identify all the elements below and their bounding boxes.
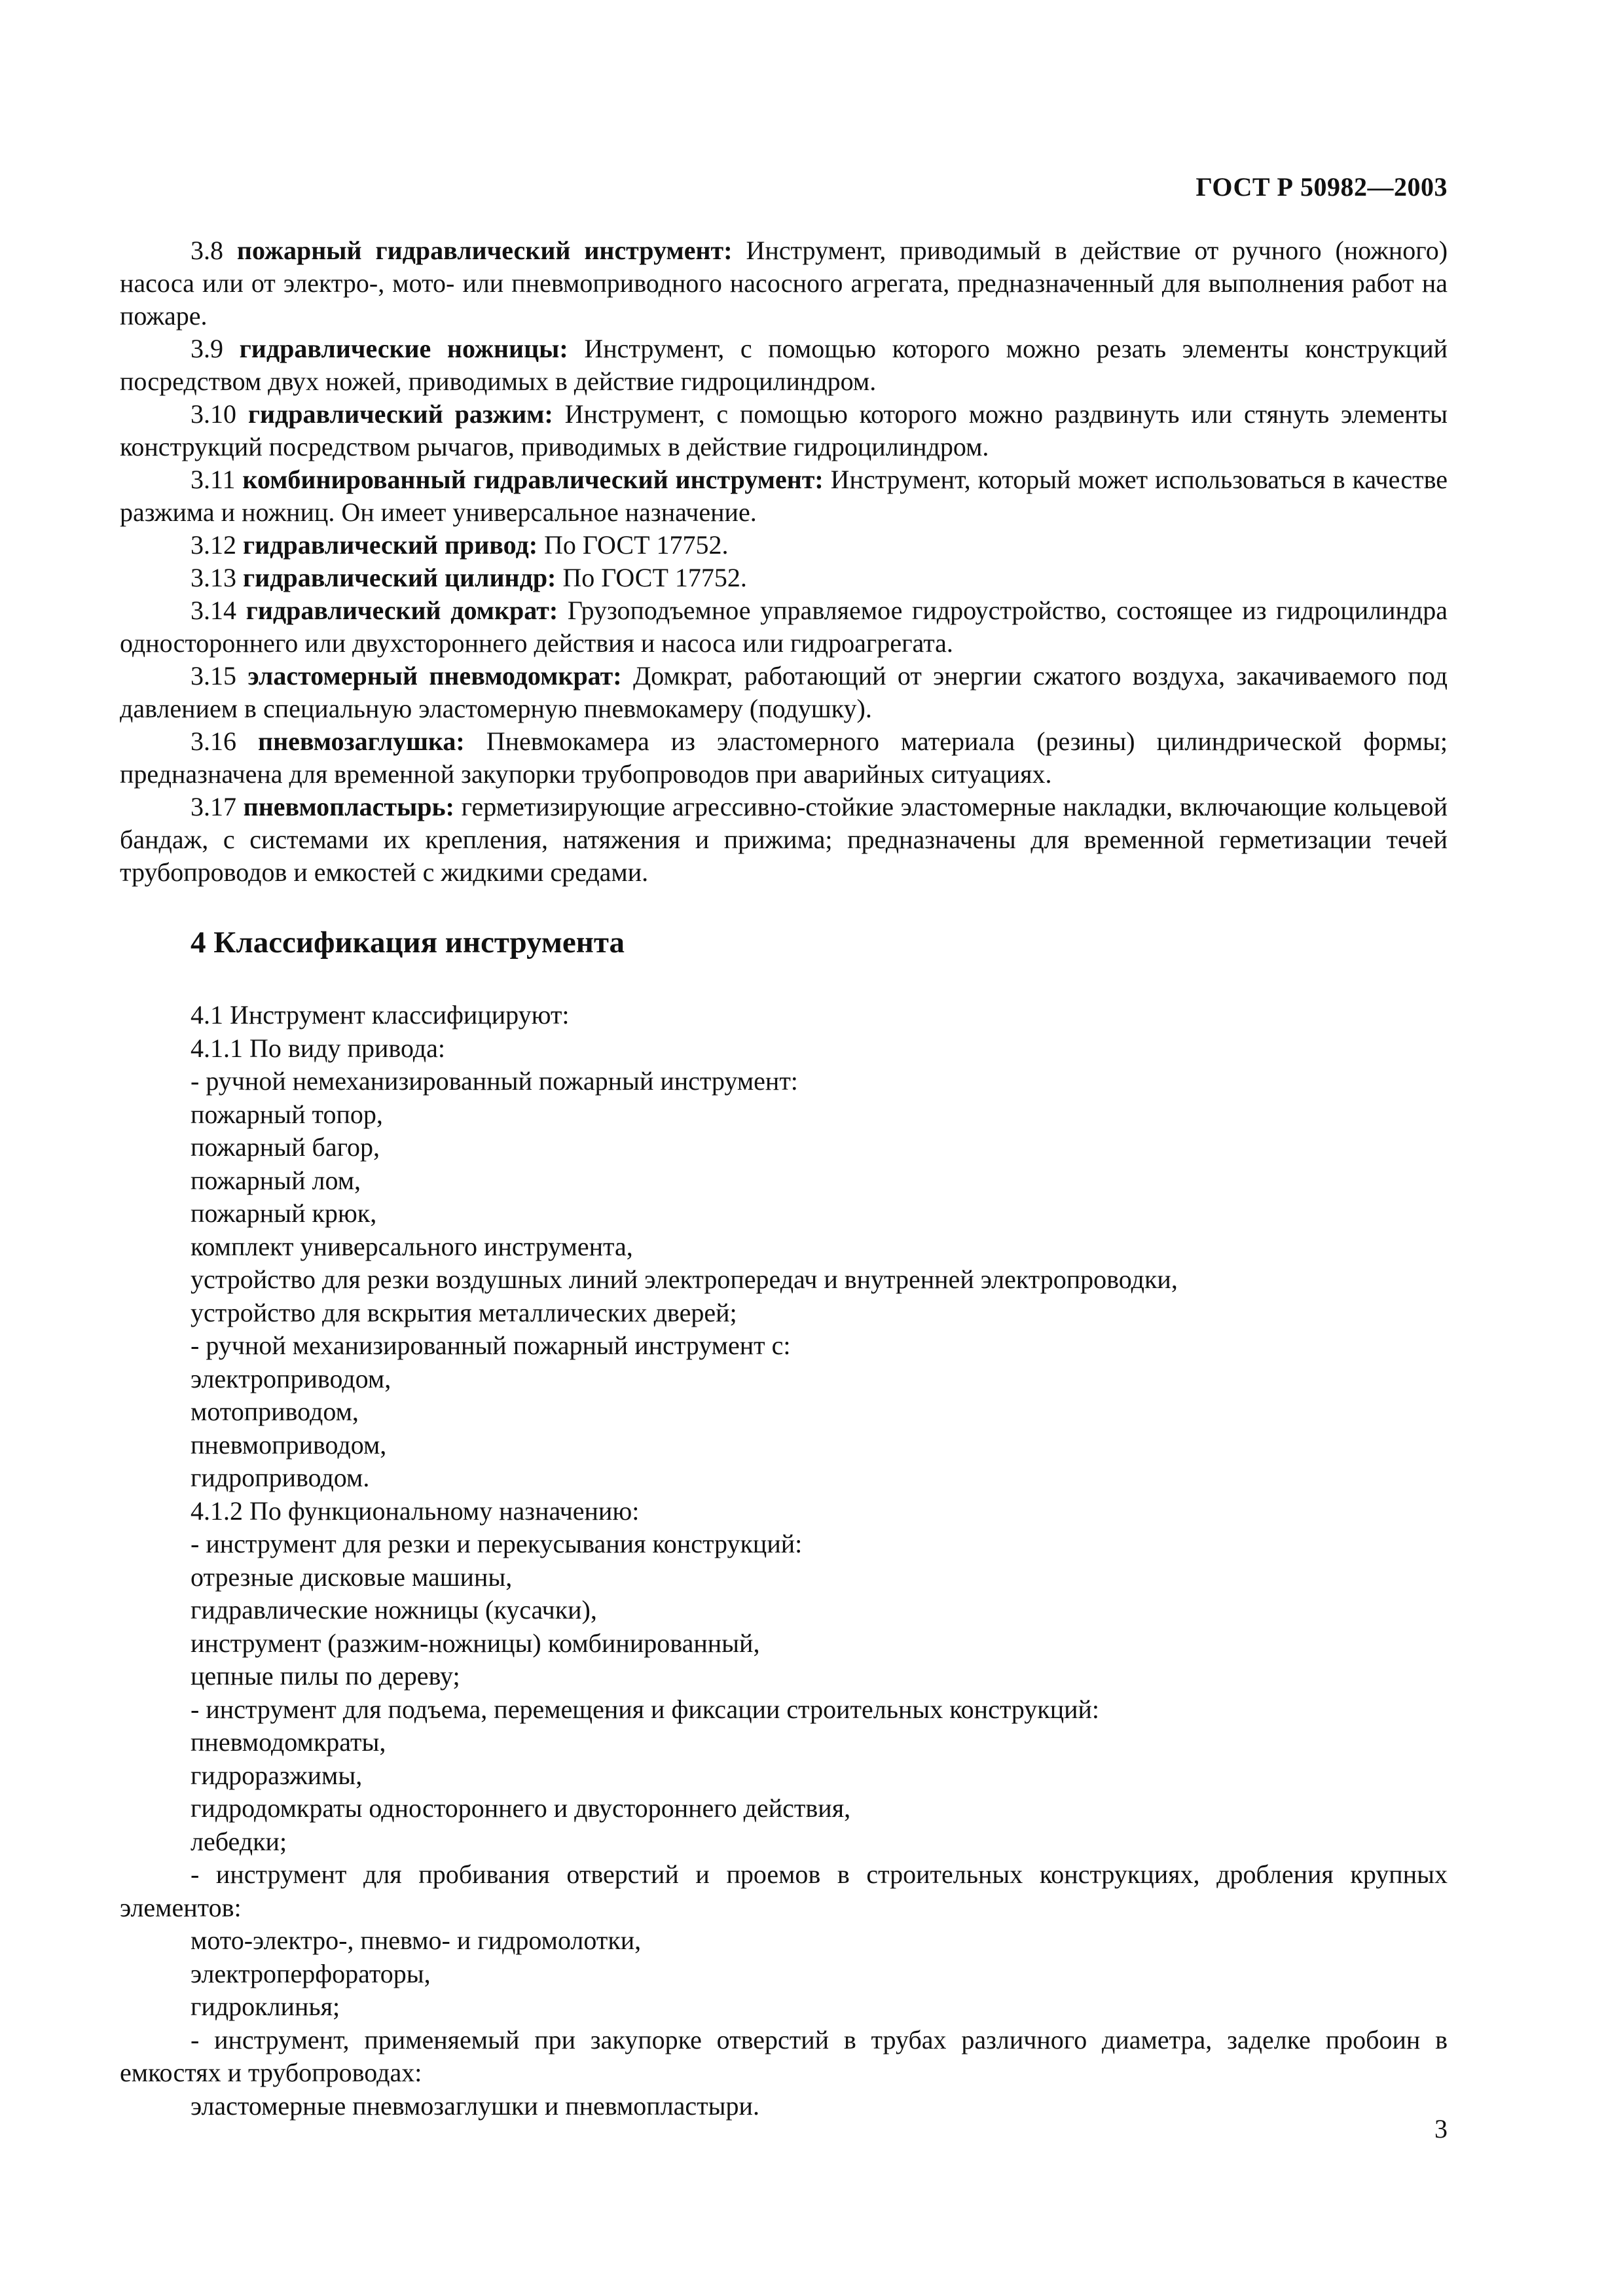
classification-line: электроприводом, bbox=[191, 1363, 392, 1393]
classification-line: устройство для вскрытия металлических дверей; bbox=[191, 1297, 737, 1327]
definition-3-10 bbox=[120, 398, 1448, 463]
definition-3-17 bbox=[120, 791, 1448, 889]
definition-text: Инструмент, с помощью которого можно резать элементы конструкций посредством двух ножей, приводимых в действие гидроцилиндром. bbox=[120, 334, 1448, 396]
page-content bbox=[120, 234, 1448, 2123]
classification-paragraph: - инструмент, применяемый при закупорке отверстий в трубах различного диаметра, заделке пробоин в емкостях и трубопроводах: bbox=[120, 2024, 1448, 2087]
definition-number: 3.14 bbox=[191, 596, 236, 625]
classification-line: пожарный багор, bbox=[191, 1132, 380, 1162]
classification-line: мотоприводом, bbox=[191, 1397, 359, 1426]
definition-3-14 bbox=[120, 594, 1448, 660]
classification-line: эластомерные пневмозаглушки и пневмопластыри. bbox=[191, 2090, 759, 2121]
classification-line: лебедки; bbox=[191, 1826, 287, 1856]
definition-term: гидравлические ножницы: bbox=[239, 334, 568, 363]
definitions-list bbox=[120, 234, 1448, 889]
classification-line: гидроразжимы, bbox=[191, 1760, 363, 1790]
definition-term: пневмозаглушка: bbox=[258, 726, 465, 756]
definition-number: 3.8 bbox=[191, 236, 223, 265]
definition-text: По ГОСТ 17752. bbox=[544, 530, 729, 560]
classification-line: пожарный топор, bbox=[191, 1099, 383, 1129]
classification-line: - ручной немеханизированный пожарный инструмент: bbox=[191, 1066, 798, 1096]
definition-text: Грузоподъемное управляемое гидроустройство, состоящее из гидроцилиндра одностороннего или двухстороннего действия и насоса или гидроагрегата. bbox=[120, 596, 1448, 658]
classification-line: комплект универсального инструмента, bbox=[191, 1231, 633, 1261]
definition-term: гидравлический цилиндр: bbox=[243, 563, 556, 592]
definition-number: 3.17 bbox=[191, 792, 236, 821]
definition-3-16 bbox=[120, 725, 1448, 791]
classification-line: отрезные дисковые машины, bbox=[191, 1562, 513, 1592]
classification-line: цепные пилы по дереву; bbox=[191, 1661, 460, 1691]
classification-line: - ручной механизированный пожарный инструмент с: bbox=[191, 1331, 791, 1360]
definition-3-12 bbox=[120, 529, 1448, 562]
classification-line: пожарный лом, bbox=[191, 1165, 361, 1195]
definition-term: эластомерный пневмодомкрат: bbox=[247, 661, 622, 691]
classification-line: - инструмент для резки и перекусывания конструкций: bbox=[191, 1529, 803, 1558]
definition-number: 3.12 bbox=[191, 530, 236, 560]
definition-text: Пневмокамера из эластомерного материала (резины) цилиндрической формы; предназначена для временной закупорки трубопроводов при аварийных ситуациях. bbox=[120, 726, 1448, 789]
definition-text: Инструмент, приводимый в действие от ручного (ножного) насоса или от электро-, мото- или пневмоприводного насосного агрегата, предназначенный для выполнения работ на пожаре. bbox=[120, 236, 1448, 331]
definition-term: пожарный гидравлический инструмент: bbox=[236, 236, 733, 265]
classification-line: - инструмент для подъема, перемещения и фиксации строительных конструкций: bbox=[191, 1694, 1100, 1724]
page-number: 3 bbox=[1434, 2114, 1448, 2144]
classification-line: пневмодомкраты, bbox=[191, 1727, 386, 1757]
definition-term: гидравлический привод: bbox=[243, 530, 538, 560]
definition-text: По ГОСТ 17752. bbox=[562, 563, 747, 592]
classification-list bbox=[120, 999, 1448, 2123]
definition-number: 3.13 bbox=[191, 563, 236, 592]
definition-3-9 bbox=[120, 332, 1448, 398]
classification-line: гидравлические ножницы (кусачки), bbox=[191, 1595, 597, 1624]
definition-number: 3.11 bbox=[191, 465, 236, 494]
definition-term: гидравлический домкрат: bbox=[246, 596, 558, 625]
definition-text: Инструмент, который может использоваться в качестве разжима и ножниц. Он имеет универсальное назначение. bbox=[120, 465, 1448, 527]
section-title: 4 Классификация инструмента bbox=[191, 925, 625, 960]
definition-number: 3.16 bbox=[191, 726, 236, 756]
classification-line: гидродомкраты одностороннего и двустороннего действия, bbox=[191, 1793, 851, 1823]
definition-3-11 bbox=[120, 463, 1448, 529]
classification-line: электроперфораторы, bbox=[191, 1958, 431, 1988]
definition-3-13 bbox=[120, 562, 1448, 594]
classification-line: 4.1 Инструмент классифицируют: bbox=[191, 1000, 570, 1030]
classification-line: 4.1.2 По функциональному назначению: bbox=[191, 1496, 640, 1526]
definition-number: 3.10 bbox=[191, 399, 236, 429]
definition-3-15 bbox=[120, 660, 1448, 725]
classification-line: мото-электро-, пневмо- и гидромолотки, bbox=[191, 1926, 642, 1955]
classification-line: устройство для резки воздушных линий электропередач и внутренней электропроводки, bbox=[191, 1265, 1178, 1294]
definition-text: Инструмент, с помощью которого можно раздвинуть или стянуть элементы конструкций посредством рычагов, приводимых в действие гидроцилиндром. bbox=[120, 399, 1448, 461]
definition-term: пневмопластырь: bbox=[243, 792, 454, 821]
classification-line: гидроклинья; bbox=[191, 1992, 340, 2021]
definition-text: герметизирующие агрессивно-стойкие эластомерные накладки, включающие кольцевой бандаж, с системами их крепления, натяжения и прижима; предназначены для временной герметизации течей трубопроводов и емкостей с жидкими средами. bbox=[120, 792, 1448, 887]
classification-line: 4.1.1 По виду привода: bbox=[191, 1033, 446, 1063]
definition-number: 3.15 bbox=[191, 661, 236, 691]
classification-line: гидроприводом. bbox=[191, 1463, 370, 1492]
document-header: ГОСТ Р 50982—2003 bbox=[1195, 172, 1448, 202]
definition-text: Домкрат, работающий от энергии сжатого воздуха, закачиваемого под давлением в специальную эластомерную пневмокамеру (подушку). bbox=[120, 661, 1448, 723]
classification-paragraph: - инструмент для пробивания отверстий и проемов в строительных конструкциях, дробления крупных элементов: bbox=[120, 1859, 1448, 1922]
definition-term: гидравлический разжим: bbox=[247, 399, 553, 429]
classification-line: пожарный крюк, bbox=[191, 1198, 377, 1228]
definition-term: комбинированный гидравлический инструмент: bbox=[242, 465, 824, 494]
classification-line: инструмент (разжим-ножницы) комбинированный, bbox=[191, 1628, 760, 1658]
classification-line: пневмоприводом, bbox=[191, 1429, 387, 1460]
definition-number: 3.9 bbox=[191, 334, 223, 363]
definition-3-8 bbox=[120, 234, 1448, 332]
